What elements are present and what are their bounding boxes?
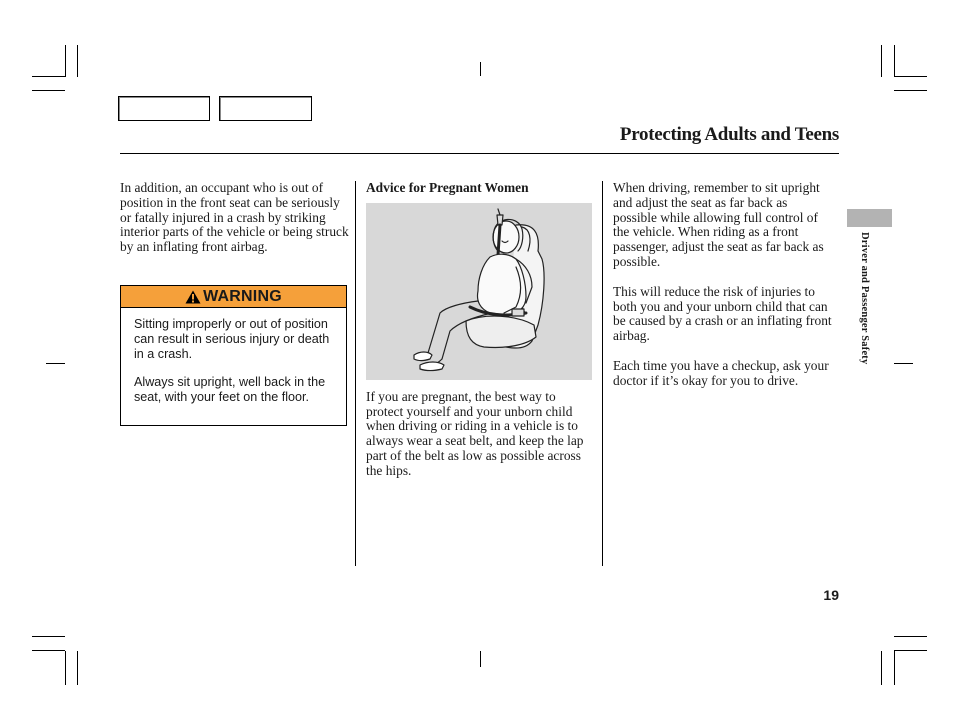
warning-header: [121, 286, 346, 308]
warning-body: [121, 308, 346, 405]
section-heading: Advice for Pregnant Women: [366, 180, 529, 195]
nav-box-left[interactable]: [118, 96, 210, 121]
page-number: 19: [823, 587, 839, 603]
title-rule: [120, 153, 839, 154]
warning-box: [120, 285, 347, 426]
pregnant-woman-seatbelt-illustration: [366, 203, 592, 380]
page-title: Protecting Adults and Teens: [619, 124, 839, 145]
column-2: [366, 181, 592, 494]
column-1: [120, 181, 350, 270]
column-1-paragraph: In addition, an occupant who is out of position in the front seat can be seriously or fatally injured in a crash by striking interior parts of the vehicle or being struck by an inflating front airbag.: [120, 180, 349, 255]
column-2-paragraph: If you are pregnant, the best way to protect yourself and your unborn child when driving or riding in a vehicle is to always wear a seat belt, and keep the lap part of the belt as low as possible across the hips.: [366, 388, 584, 478]
warning-paragraph-2: Always sit upright, well back in the seat, with your feet on the floor.: [134, 375, 326, 405]
column-3-paragraph-3: Each time you have a checkup, ask your doctor if it’s okay for you to drive.: [613, 357, 829, 388]
column-3: [613, 181, 833, 404]
warning-label: WARNING: [203, 287, 282, 305]
nav-box-right[interactable]: [219, 96, 312, 121]
column-3-paragraph-1: When driving, remember to sit upright and adjust the seat as far back as possible while allowing full control of the vehicle. When riding as a front passenger, adjust the seat as far back as possible.: [613, 180, 824, 269]
section-label-text: Driver and Passenger Safety: [859, 232, 870, 365]
section-label: [857, 232, 871, 392]
column-divider: [355, 181, 356, 566]
warning-triangle-icon: [185, 290, 201, 304]
column-3-paragraph-2: This will reduce the risk of injuries to both you and your unborn child that can be caused by a crash or an inflating front airbag.: [613, 283, 832, 344]
column-divider: [602, 181, 603, 566]
section-tab-marker: [847, 209, 892, 227]
warning-paragraph-1: Sitting improperly or out of position can result in serious injury or death in a crash.: [134, 317, 330, 361]
